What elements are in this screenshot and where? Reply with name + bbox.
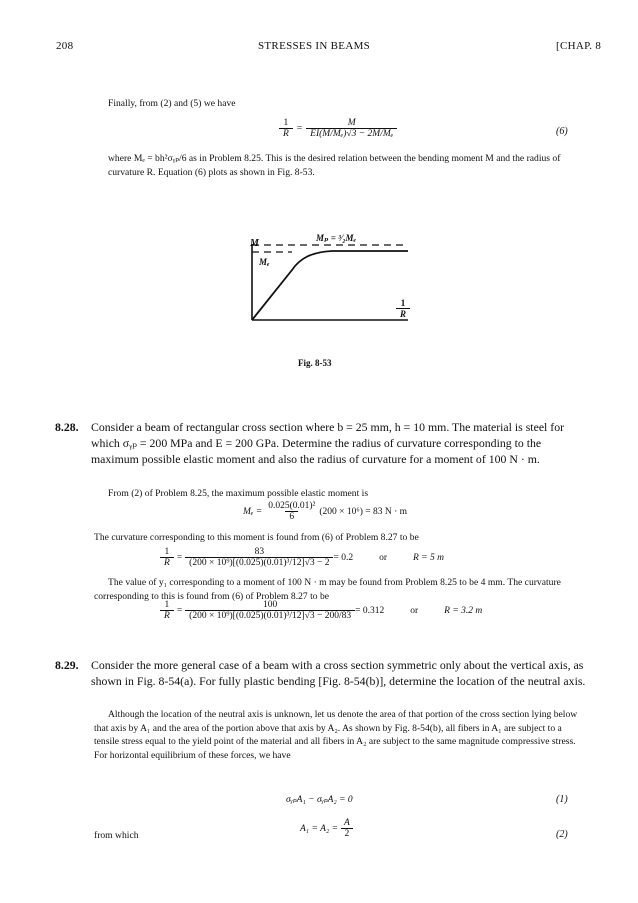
equation-curvature-elastic: $\frac{1}{R}$ = $\frac{83}{\text{(200 × 10⁹)[(0.025)(0.01)³/12]√3 − 2}}$ = 0.2 or R = 5 m bbox=[160, 547, 444, 568]
equation-2-number: (2) bbox=[556, 829, 568, 840]
equation-1-number: (1) bbox=[556, 794, 568, 805]
equation-6: $\frac{1}{R}$ = $\frac{M}{\text{EI(M/Mₑ)√3 − 2M/Mₑ}}$ bbox=[279, 118, 397, 139]
problem-8-29-statement: Consider the more general case of a beam with a cross section symmetric only about the vertical axis, as shown in Fig. 8-54(a). For fully plastic bending [Fig. 8-54(b)], determine the location of the neutral axis. bbox=[91, 658, 586, 688]
equation-2: A₁ = A₂ = $\frac{A}{2}$ bbox=[300, 818, 354, 839]
elastic-moment-label: Mₑ bbox=[259, 257, 270, 267]
figure-caption: Fig. 8-53 bbox=[298, 358, 332, 368]
running-title: STRESSES IN BEAMS bbox=[258, 40, 371, 52]
intro-lead: Finally, from (2) and (5) we have bbox=[108, 98, 236, 109]
problem-8-28-number: 8.28. bbox=[55, 420, 79, 434]
y-axis-label: M bbox=[250, 238, 259, 249]
chapter-label: [CHAP. 8 bbox=[556, 40, 602, 52]
moment-curvature-curve bbox=[252, 251, 408, 320]
equation-6-number: (6) bbox=[556, 126, 568, 137]
x-axis-label: $\frac{1}{R}$ bbox=[396, 298, 410, 319]
problem-8-28-line2: The curvature corresponding to this moment is found from (6) of Problem 8.27 to be bbox=[94, 532, 419, 543]
problem-8-29-number: 8.29. bbox=[55, 658, 79, 672]
problem-8-28-statement: Consider a beam of rectangular cross section where b = 25 mm, h = 10 mm. The material is steel for which σᵧₚ = 200 MPa and E = 200 GPa. Determine the radius of curvature corresponding to the maximum possible elastic moment and also the radius of curvature for a moment of 100 N · m. bbox=[91, 420, 565, 466]
equation-curvature-100nm: $\frac{1}{R}$ = $\frac{100}{\text{(200 × 10⁹)[(0.025)(0.01)³/12]√3 − 200/83}}$ = 0.312 or R = 3.2 m bbox=[160, 600, 482, 621]
plastic-moment-label: Mₚ = ³⁄₂Mₑ bbox=[316, 233, 356, 243]
problem-8-28-line3: The value of y₁ corresponding to a moment of 100 N · m may be found from Problem 8.25 to be 4 mm. The curvature corresponding to this is found from (6) of Problem 8.27 to be bbox=[94, 577, 561, 602]
intro-after: where Mₑ = bh²σᵧₚ/6 as in Problem 8.25. This is the desired relation between the bending moment M and the radius of curvature R. Equation (6) plots as shown in Fig. 8-53. bbox=[108, 153, 561, 178]
problem-8-28-line1: From (2) of Problem 8.25, the maximum possible elastic moment is bbox=[108, 488, 369, 499]
from-which: from which bbox=[94, 830, 139, 841]
page-number: 208 bbox=[56, 40, 74, 52]
problem-8-29-body: Although the location of the neutral axis is unknown, let us denote the area of that portion of the cross section lying below that axis by A₁ and the area of the portion above that axis by A₂. As shown by Fig. 8-54(b), all fibers in A₁ are subject to a tensile stress equal to the yield point of the material and all fibers in A₂ are subject to the same magnitude compressive stress. For horizontal equilibrium of these forces, we have bbox=[94, 709, 578, 761]
equation-elastic-moment: Mₑ = $\frac{\text{0.025(0.01)²}}{6}$ (200 × 10⁶) = 83 N · m bbox=[243, 501, 408, 522]
equation-1: σᵧₚA₁ − σᵧₚA₂ = 0 bbox=[286, 795, 353, 805]
